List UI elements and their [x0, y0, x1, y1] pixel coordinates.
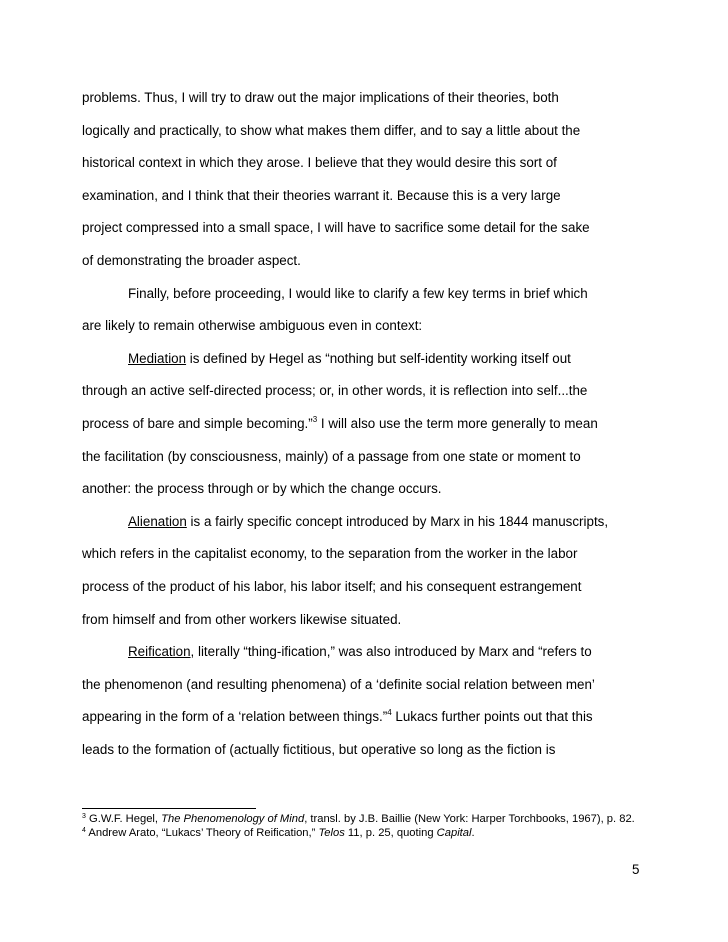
footnotes — [82, 812, 648, 841]
text-run: . — [471, 827, 475, 840]
term-alienation: Alienation — [128, 513, 187, 529]
text-line: which refers in the capitalist economy, to the separation from the worker in the labor — [82, 546, 578, 562]
text-run: process of bare and simple becoming.” — [82, 415, 313, 431]
text-run: , literally “thing-ification,” was also introduced by Marx and “refers to — [190, 644, 592, 660]
alienation-line-1 — [82, 506, 648, 539]
text-line: the phenomenon (and resulting phenomena) of a ‘definite social relation between men’ — [82, 676, 595, 692]
text-run: I will also use the term more generally to mean — [317, 415, 598, 431]
text-run: Andrew Arato, “Lukacs’ Theory of Reification,” — [85, 827, 319, 840]
reification-line-3 — [82, 701, 648, 734]
mediation-line-3 — [82, 408, 648, 441]
term-mediation: Mediation — [128, 350, 187, 366]
footnote-number: 3 — [82, 813, 86, 820]
footnote-number: 4 — [82, 827, 86, 835]
text-line: the facilitation (by consciousness, mainly) of a passage from one state or moment to — [82, 448, 581, 464]
text-line: historical context in which they arose. I believe that they would desire this sort of — [82, 155, 557, 171]
footnote-3 — [82, 812, 648, 826]
text-line: leads to the formation of (actually fictitious, but operative so long as the fiction is — [82, 741, 556, 757]
journal-title: Telos — [318, 827, 345, 840]
text-run: is defined by Hegel as “nothing but self-identity working itself out — [186, 350, 571, 366]
text-line: of demonstrating the broader aspect. — [82, 252, 301, 268]
text-line: process of the product of his labor, his labor itself; and his consequent estrangement — [82, 578, 582, 594]
text-line: are likely to remain otherwise ambiguous even in context: — [82, 318, 423, 334]
text-line: logically and practically, to show what makes them differ, and to say a little about the — [82, 122, 581, 138]
mediation-line-1 — [82, 343, 648, 376]
text-run: appearing in the form of a ‘relation between things.” — [82, 709, 388, 725]
footnote-ref-4: 4 — [387, 708, 392, 718]
footnote-ref-3: 3 — [312, 414, 318, 424]
source-title: Capital — [436, 827, 472, 840]
text-run: G.W.F. Hegel, — [85, 813, 162, 825]
text-line: from himself and from other workers likewise situated. — [82, 611, 402, 627]
text-line: Finally, before proceeding, I would like to clarify a few key terms in brief which — [128, 285, 588, 301]
book-title: The Phenomenology of Mind — [161, 813, 305, 825]
term-reification: Reification — [128, 644, 191, 660]
text-line: through an active self-directed process; or, in other words, it is reflection into self...the — [82, 383, 588, 399]
text-run: is a fairly specific concept introduced by Marx in his 1844 manuscripts, — [186, 513, 609, 529]
footnote-4 — [82, 826, 648, 840]
reification-line-1 — [82, 636, 648, 669]
body-text — [82, 82, 648, 766]
text-run: , transl. by J.B. Baillie (New York: Harper Torchbooks, 1967), p. 82. — [304, 813, 635, 825]
text-line: examination, and I think that their theories warrant it. Because this is a very large — [82, 187, 561, 203]
text-line: project compressed into a small space, I will have to sacrifice some detail for the sake — [82, 220, 590, 236]
text-line: problems. Thus, I will try to draw out the major implications of their theories, both — [82, 90, 559, 105]
text-run: 11, p. 25, quoting — [344, 827, 437, 840]
text-line: another: the process through or by which the change occurs. — [82, 481, 442, 497]
footnote-divider — [82, 808, 256, 809]
text-run: Lukacs further points out that this — [391, 709, 593, 725]
page-number: 5 — [632, 862, 640, 877]
